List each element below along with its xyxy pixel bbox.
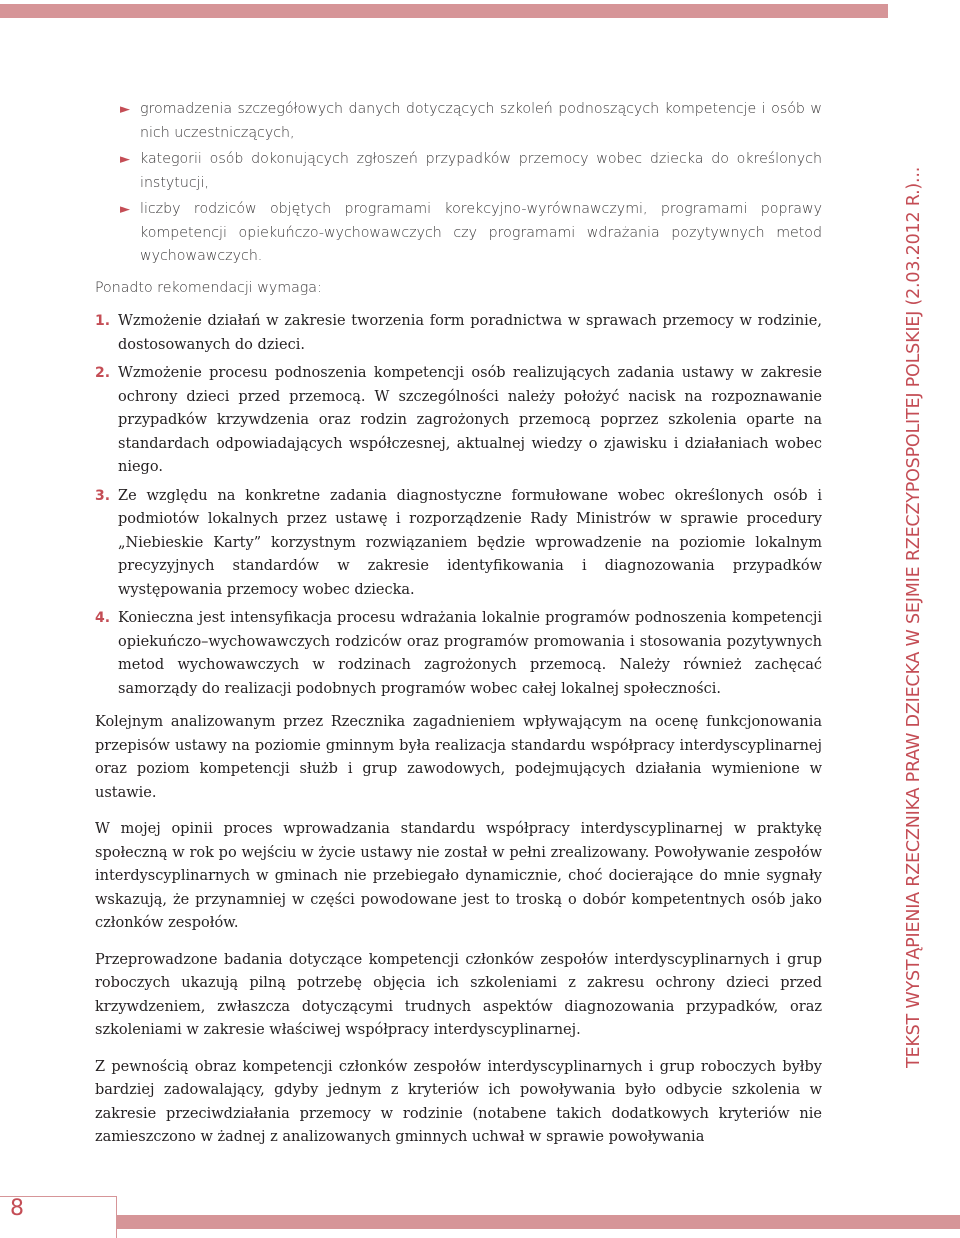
page-number: 8: [10, 1196, 24, 1221]
body-paragraph: Przeprowadzone badania dotyczące kompetencji członków zespołów interdyscyplinarnych i grup roboczych ukazują pilną potrzebę objęcia ich szkoleniami z zakresu ochrony dzieci przed krzywdzeniem, zwłaszcza dotyczącymi trudnych aspektów diagnozowania przypadków, oraz szkoleniami w zakresie właściwej współpracy interdyscyplinarnej.: [95, 951, 822, 1038]
top-decorative-bar: [0, 4, 888, 18]
body-paragraph: Z pewnością obraz kompetencji członków zespołów interdyscyplinarnych i grup roboczych byłby bardziej zadowalający, gdyby jednym z kryteriów ich powoływania było odbycie szkolenia w zakresie przeciwdziałania przemocy w rodzinie (notabene takich dodatkowych kryteriów nie zamieszczono w żadnej z analizowanych gminnych uchwał w sprawie powoływania: [95, 1058, 822, 1145]
list-item: [95, 607, 822, 701]
arrow-bullet-icon: ►: [120, 152, 130, 167]
bullet-text: liczby rodziców objętych programami korekcyjno-wyrównawczymi, programami poprawy kompetencji opiekuńczo-wychowawczych czy programami wdrażania pozytywnych metod wychowawczych.: [140, 201, 822, 264]
bottom-decorative-bar: [117, 1215, 960, 1229]
body-paragraph: W mojej opinii proces wprowadzania standardu współpracy interdyscyplinarnej w praktykę społeczną w rok po wejściu w życie ustawy nie został w pełni zrealizowany. Powoływanie zespołów interdyscyplinarnych w gminach nie przebiegało dynamicznie, choć docierające do mnie sygnały wskazują, że przynamniej w części powodowane jest to troską o dobór kompetentnych osób jako członków zespołów.: [95, 821, 822, 931]
item-text: Ze względu na konkretne zadania diagnostyczne formułowane wobec określonych osób i podmiotów lokalnych przez ustawę i rozporządzenie Rady Ministrów w sprawie procedury „Niebieskie Karty” korzystnym rozwiązaniem będzie wprowadzenie na poziomie lokalnym precyzyjnych standardów w zakresie identyfikowania i diagnozowania przypadków występowania przemocy wobec dziecka.: [118, 487, 822, 598]
item-text: Wzmożenie procesu podnoszenia kompetencji osób realizujących zadania ustawy w zakresie ochrony dzieci przed przemocą. W szczególności należy położyć nacisk na rozpoznawanie przypadków krzywdzenia oraz rodzin zagrożonych przemocą poprzez szkolenia oparte na standardach odpowiadających współczesnej, aktualnej wiedzy o zjawisku i działaniach wobec niego.: [118, 365, 822, 475]
arrow-bullet-icon: ►: [120, 202, 130, 217]
recommendations-intro: Ponadto rekomendacji wymaga:: [95, 279, 322, 296]
bullet-list: [95, 98, 822, 269]
list-item: [95, 198, 822, 269]
list-item: [95, 362, 822, 480]
bullet-text: gromadzenia szczegółowych danych dotyczących szkoleń podnoszących kompetencje i osób w nich uczestniczących,: [140, 101, 822, 141]
arrow-bullet-icon: ►: [120, 102, 130, 117]
list-item: [95, 310, 822, 357]
item-number: 1.: [95, 313, 111, 329]
running-header-vertical: TEKST WYSTĄPIENIA RZECZNIKA PRAW DZIECKA W SEJMIE RZECZYPOSPOLITEJ POLSKIEJ (2.03.2012 R.)...: [904, 166, 924, 1068]
item-text: Wzmożenie działań w zakresie tworzenia form poradnictwa w sprawach przemocy w rodzinie, dostosowanych do dzieci.: [118, 313, 822, 353]
recommendations-list: [95, 310, 822, 701]
item-number: 4.: [95, 610, 111, 626]
list-item: [95, 98, 822, 145]
bullet-text: kategorii osób dokonujących zgłoszeń przypadków przemocy wobec dziecka do określonych instytucji,: [140, 151, 822, 191]
list-item: [95, 485, 822, 603]
list-item: [95, 148, 822, 195]
page-content: [95, 98, 822, 1163]
item-number: 2.: [95, 365, 111, 381]
item-text: Konieczna jest intensyfikacja procesu wdrażania lokalnie programów podnoszenia kompetencji opiekuńczo–wychowawczych rodziców oraz programów promowania i stosowania pozytywnych metod wychowawczych w rodzinach zagrożonych przemocą. Należy również zachęcać samorządy do realizacji podobnych programów wobec całej lokalnej społeczności.: [118, 610, 822, 697]
item-number: 3.: [95, 487, 111, 504]
body-paragraph: Kolejnym analizowanym przez Rzecznika zagadnieniem wpływającym na ocenę funkcjonowania przepisów ustawy na poziomie gminnym była realizacja standardu współpracy interdyscyplinarnej oraz poziom kompetencji służb i grup zawodowych, podejmujących działania wymienione w ustawie.: [95, 714, 822, 801]
